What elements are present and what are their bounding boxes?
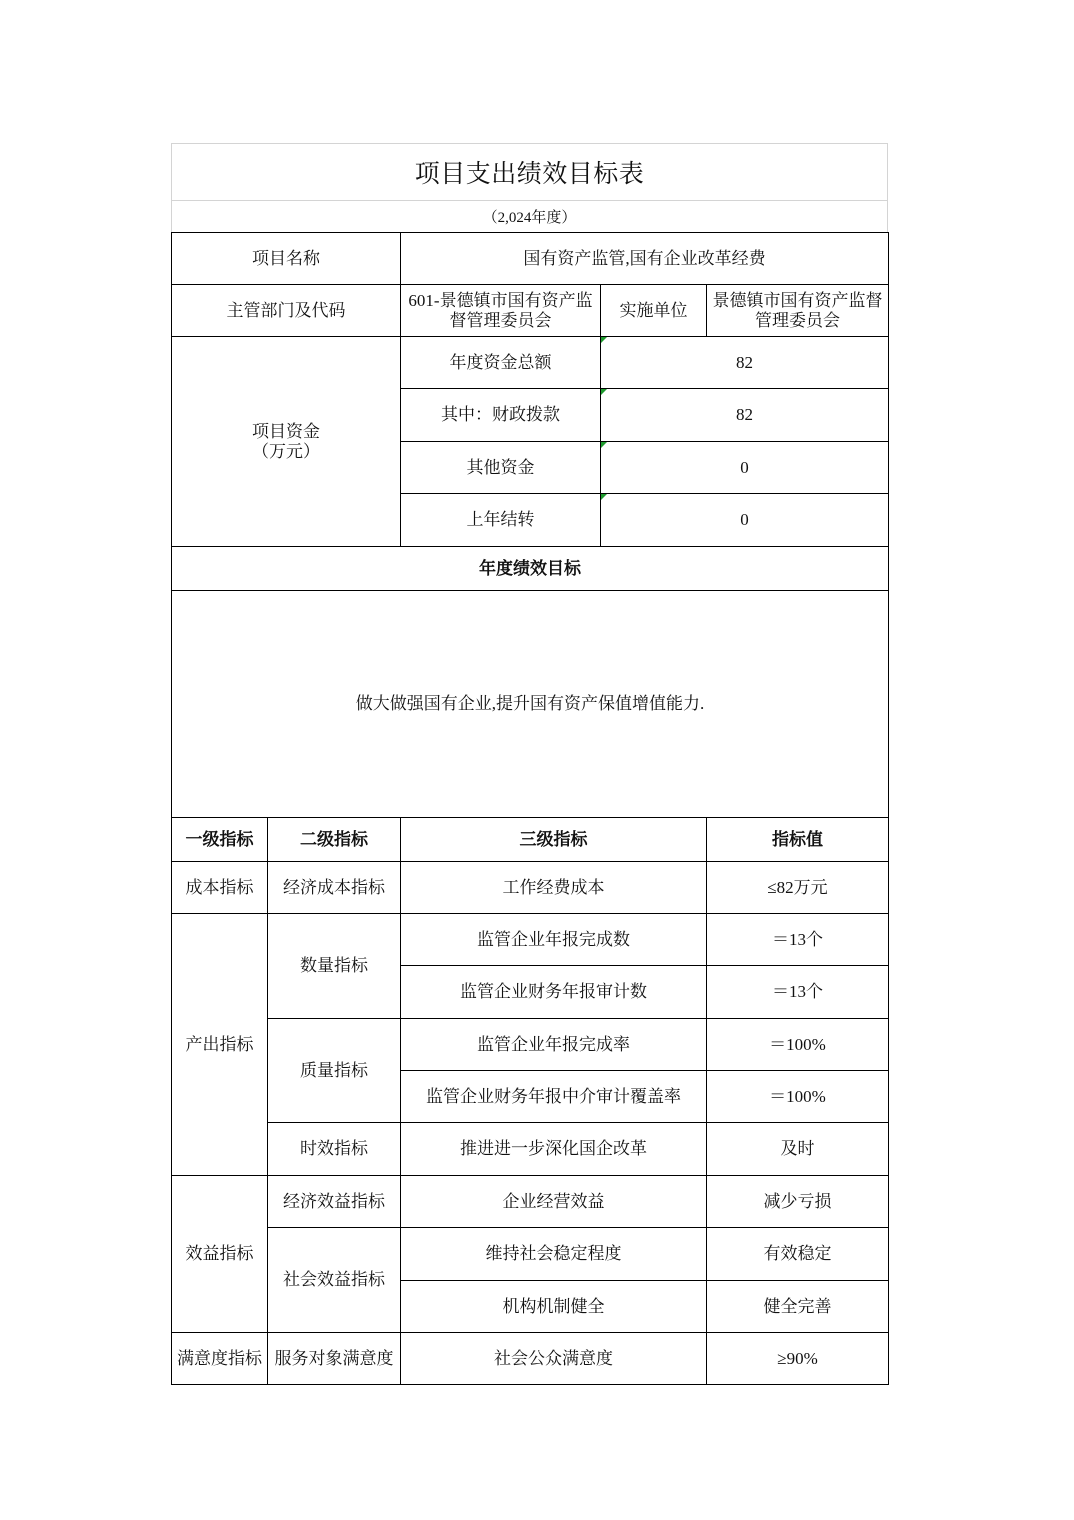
indicator-level3-cell: 企业经营效益 — [401, 1176, 707, 1228]
fund-item-label: 其中：财政拨款 — [401, 389, 601, 442]
indicator-level3-cell: 社会公众满意度 — [401, 1333, 707, 1385]
indicator-level3-cell: 机构机制健全 — [401, 1281, 707, 1333]
indicator-header-level3: 三级指标 — [401, 818, 707, 862]
number-as-text-flag-icon — [601, 442, 607, 448]
indicator-value-cell: 及时 — [707, 1123, 889, 1176]
indicator-value-cell: 减少亏损 — [707, 1176, 889, 1228]
indicator-level3-cell: 维持社会稳定程度 — [401, 1228, 707, 1281]
indicator-value-cell: ＝13个 — [707, 914, 889, 966]
fund-item-value — [601, 442, 889, 494]
annual-goal-heading: 年度绩效目标 — [172, 547, 889, 591]
performance-target-table — [171, 232, 889, 1385]
indicator-header-level2: 二级指标 — [268, 818, 401, 862]
department-label: 主管部门及代码 — [172, 285, 401, 337]
project-funds-unit: （万元） — [252, 441, 320, 461]
fund-item-amount: 82 — [736, 352, 753, 372]
fund-item-value — [601, 389, 889, 442]
indicator-level3-cell: 监管企业财务年报审计数 — [401, 966, 707, 1019]
indicator-level2-cell: 时效指标 — [268, 1123, 401, 1176]
implementing-unit-label: 实施单位 — [601, 285, 707, 337]
indicator-value-cell: ＝13个 — [707, 966, 889, 1019]
indicator-level3-cell: 监管企业财务年报中介审计覆盖率 — [401, 1071, 707, 1123]
fund-item-value — [601, 494, 889, 547]
fiscal-year: （2,024年度） — [171, 200, 888, 232]
performance-target-sheet — [171, 143, 888, 1385]
number-as-text-flag-icon — [601, 494, 607, 500]
indicator-level1-cell: 满意度指标 — [172, 1333, 268, 1385]
indicator-level3-cell: 推进进一步深化国企改革 — [401, 1123, 707, 1176]
indicator-value-cell: ＝100% — [707, 1019, 889, 1071]
department-value: 601-景德镇市国有资产监督管理委员会 — [401, 285, 601, 337]
indicator-value-cell: ≤82万元 — [707, 862, 889, 914]
indicator-level2-cell: 经济效益指标 — [268, 1176, 401, 1228]
indicator-level1-cell: 效益指标 — [172, 1176, 268, 1333]
number-as-text-flag-icon — [601, 389, 607, 395]
indicator-value-cell: ＝100% — [707, 1071, 889, 1123]
indicator-value-cell: 健全完善 — [707, 1281, 889, 1333]
indicator-value-cell: ≥90% — [707, 1333, 889, 1385]
indicator-header-level1: 一级指标 — [172, 818, 268, 862]
indicator-level3-cell: 工作经费成本 — [401, 862, 707, 914]
project-name-label: 项目名称 — [172, 233, 401, 285]
indicator-level2-cell: 质量指标 — [268, 1019, 401, 1123]
indicator-level2-cell: 服务对象满意度 — [268, 1333, 401, 1385]
number-as-text-flag-icon — [601, 337, 607, 343]
fund-item-amount: 82 — [736, 405, 753, 424]
indicator-level2-cell: 经济成本指标 — [268, 862, 401, 914]
annual-goal-text: 做大做强国有企业,提升国有资产保值增值能力. — [172, 591, 889, 818]
indicator-level3-cell: 监管企业年报完成率 — [401, 1019, 707, 1071]
indicator-level3-cell: 监管企业年报完成数 — [401, 914, 707, 966]
indicator-value-cell: 有效稳定 — [707, 1228, 889, 1281]
fund-item-label: 年度资金总额 — [401, 337, 601, 389]
project-funds-title: 项目资金 — [252, 421, 320, 441]
document-title: 项目支出绩效目标表 — [171, 143, 888, 200]
fund-item-label: 上年结转 — [401, 494, 601, 547]
indicator-header-value: 指标值 — [707, 818, 889, 862]
fund-item-value — [601, 337, 889, 389]
fund-item-amount: 0 — [740, 457, 749, 477]
indicator-level2-cell: 数量指标 — [268, 914, 401, 1019]
indicator-level1-cell: 成本指标 — [172, 862, 268, 914]
fund-item-amount: 0 — [740, 510, 749, 529]
project-name-value: 国有资产监管,国有企业改革经费 — [401, 233, 889, 285]
fund-item-label: 其他资金 — [401, 442, 601, 494]
project-funds-label — [172, 337, 401, 547]
indicator-level1-cell: 产出指标 — [172, 914, 268, 1176]
indicator-level2-cell: 社会效益指标 — [268, 1228, 401, 1333]
implementing-unit-value: 景德镇市国有资产监督管理委员会 — [707, 285, 889, 337]
